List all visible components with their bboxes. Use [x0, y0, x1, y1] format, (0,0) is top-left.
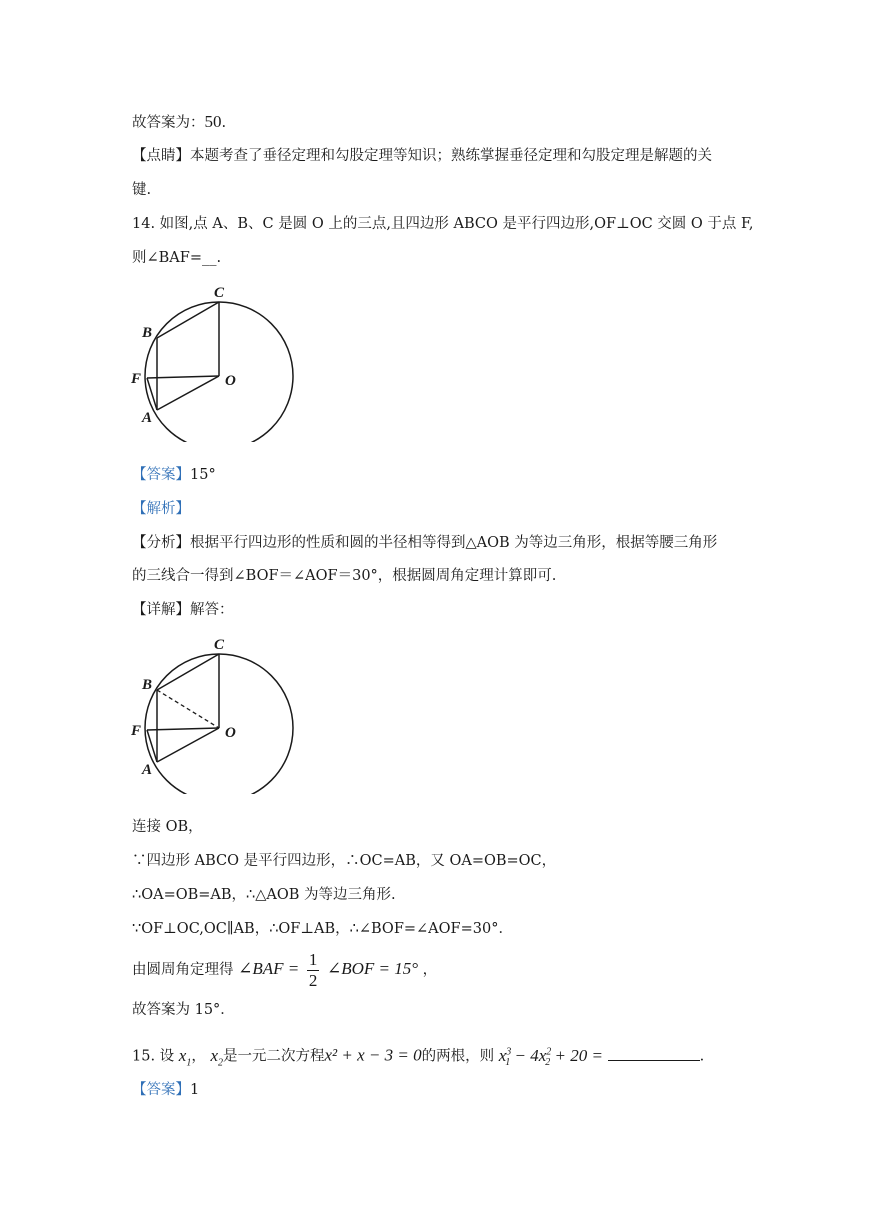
expr-tail: + 20 = [550, 1045, 603, 1065]
q15-end: . [699, 1048, 705, 1065]
q15-x2 [210, 1045, 223, 1069]
q14-step6: 故答案为 15°． [132, 1002, 235, 1018]
segment-cb [157, 302, 219, 338]
expr-x1-sup: 3 [506, 1046, 512, 1057]
label-f: F [131, 371, 142, 387]
segment-ao [157, 376, 219, 410]
q15-mid1: ， [191, 1048, 206, 1065]
q15-x1 [178, 1045, 192, 1069]
q14-figure [125, 282, 305, 442]
q15-answer-value: 1 [190, 1082, 200, 1098]
segment-of-2 [147, 728, 219, 730]
q15-x2-sub: 2 [217, 1057, 223, 1069]
q15-x1-var: x [178, 1045, 187, 1065]
label-o-2: O [225, 725, 236, 741]
q14-step2: ∵四边形 ABCO 是平行四边形，∴OC=AB，又 OA=OB=OC， [132, 853, 557, 869]
fraction-denominator: 2 [308, 970, 318, 990]
q14-fenxi-line2: 的三线合一得到∠BOF＝∠AOF＝30°，根据圆周角定理计算即可. [132, 568, 557, 584]
q14-step5-suffix: ， [422, 962, 438, 978]
prev-answer-line [132, 112, 226, 133]
q14-step3: ∴OA=OB=AB，∴△AOB 为等边三角形. [132, 887, 396, 903]
q14-fenxi-line1: 【分析】根据平行四边形的性质和圆的半径相等得到△AOB 为等边三角形，根据等腰三角形 [132, 535, 718, 551]
label-o: O [225, 373, 236, 389]
segment-of [147, 376, 219, 378]
expr-mid: − 4x [510, 1045, 547, 1065]
expr-x2-sub: 2 [545, 1057, 551, 1069]
q15-equation: x² + x − 3 = 0 [324, 1045, 422, 1065]
fraction-numerator: 1 [308, 949, 318, 969]
segment-ob-dashed [157, 690, 219, 728]
q14-step5-lhs: ∠BAF = [238, 959, 300, 978]
q14-step5-rhs: ∠BOF = 15° [326, 959, 419, 978]
q14-step1: 连接 OB， [132, 819, 203, 835]
label-b: B [142, 325, 153, 341]
segment-cb-2 [157, 654, 219, 690]
q15-answer-blank [608, 1046, 700, 1061]
segment-fa-2 [147, 730, 157, 762]
q14-answer-line [132, 465, 216, 485]
q15-mid3: 的两根，则 [421, 1048, 495, 1065]
prev-comment-line1: 【点睛】本题考查了垂径定理和勾股定理等知识；熟练掌握垂径定理和勾股定理是解题的关 [132, 148, 712, 164]
q14-answer-tag: 【答案】 [132, 467, 190, 483]
q14-detail-tag: 【详解】解答： [132, 602, 234, 618]
q14-step4: ∵OF⊥OC,OC∥AB，∴OF⊥AB，∴∠BOF=∠AOF=30°． [132, 921, 513, 937]
expr-x2-sup: 2 [546, 1046, 552, 1057]
q15-answer-tag: 【答案】 [132, 1082, 190, 1098]
label-b-2: B [142, 677, 153, 693]
segment-fa [147, 378, 157, 410]
q14-stem-line1: 14. 如图,点 A、B、C 是圆 O 上的三点,且四边形 ABCO 是平行四边形,OF⊥OC 交圆 O 于点 F, [132, 216, 754, 232]
prev-answer-suffix: . [221, 115, 227, 131]
q15-stem [132, 1040, 704, 1075]
q14-solution-figure [125, 634, 305, 794]
label-c: C [214, 285, 225, 301]
label-a-2: A [142, 762, 153, 778]
q15-mid2: 是一元二次方程 [222, 1048, 325, 1065]
segment-ao-2 [157, 728, 219, 762]
prev-answer-prefix: 故答案为： [132, 115, 205, 131]
label-c-2: C [214, 637, 225, 653]
q14-analysis-tag: 【解析】 [132, 501, 190, 517]
prev-comment-line2: 键. [132, 182, 152, 198]
q15-answer-line [132, 1080, 199, 1100]
q14-step5-fraction [307, 950, 320, 991]
q14-stem-line2: 则∠BAF=__. [132, 250, 222, 266]
q15-prefix: 15. 设 [132, 1048, 175, 1065]
q14-step5-prefix: 由圆周角定理得 [132, 962, 234, 978]
expr-x1-var: x [498, 1045, 507, 1065]
label-a: A [142, 410, 153, 426]
q14-answer-value: 15° [190, 467, 216, 483]
q15-expression [498, 1045, 603, 1069]
q14-step5 [132, 948, 437, 991]
q15-x1-sub: 1 [186, 1057, 192, 1069]
label-f-2: F [131, 723, 142, 739]
q15-x2-var: x [210, 1045, 218, 1065]
expr-x1-sub: 1 [505, 1057, 511, 1069]
prev-answer-value: 50 [204, 112, 222, 131]
